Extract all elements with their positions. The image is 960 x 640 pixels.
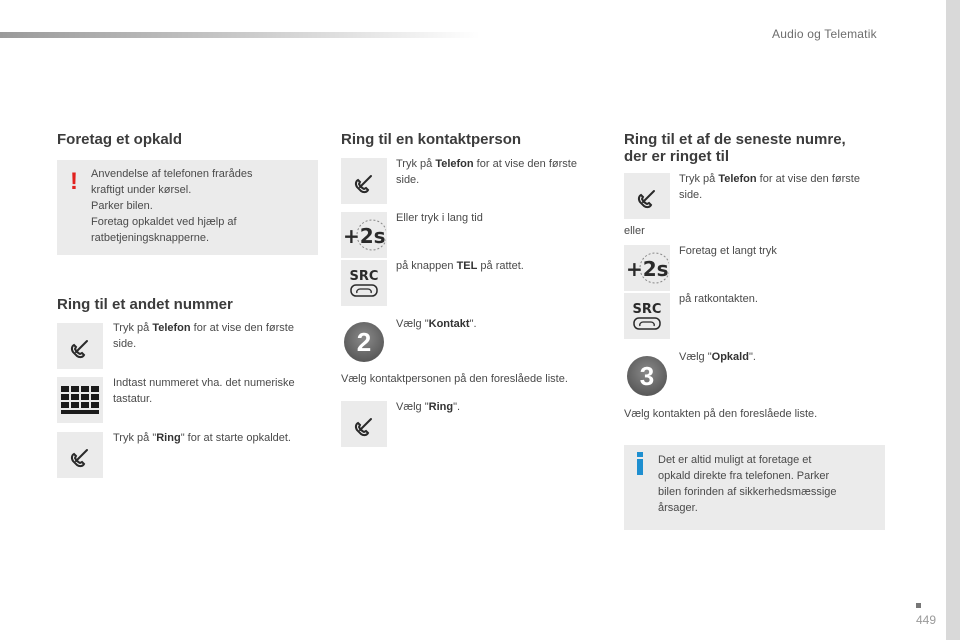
page-marker xyxy=(916,603,921,608)
phone-icon xyxy=(341,158,387,204)
step-number-badge: 2 xyxy=(344,322,384,362)
src-button-icon xyxy=(341,260,387,306)
keypad-icon xyxy=(57,377,103,423)
heading-call-other-number: Ring til et andet nummer xyxy=(57,296,233,313)
long-press-label: +2s xyxy=(343,224,386,248)
section-title: Audio og Telematik xyxy=(772,27,877,41)
step-press-phone: Tryk på Telefon for at vise den første side. xyxy=(396,158,577,186)
warning-text: Anvendelse af telefonen frarådes kraftigt under kørsel. Parker bilen. Foretag opkaldet ved hjælp af ratbetjeningsknapperne. xyxy=(91,168,253,244)
step-press-ring: Tryk på "Ring" for at starte opkaldet. xyxy=(113,432,291,444)
step-press-phone: Tryk på Telefon for at vise den første side. xyxy=(679,173,860,201)
long-press-icon xyxy=(624,245,670,291)
step-press-phone: Tryk på Telefon for at vise den første side. xyxy=(113,322,294,350)
page-number: 449 xyxy=(916,613,937,627)
src-button-icon xyxy=(624,293,670,339)
long-press-label: +2s xyxy=(626,257,669,281)
step-choose-contact: Vælg kontaktpersonen på den foreslåede liste. xyxy=(341,373,568,385)
src-label: SRC xyxy=(349,269,379,284)
header-gradient-bar xyxy=(0,32,480,38)
step-steering-control: på ratkontakten. xyxy=(679,293,758,305)
phone-icon xyxy=(341,401,387,447)
step-select-call-log: Vælg "Opkald". xyxy=(679,351,756,363)
step-select-contact: Vælg "Kontakt". xyxy=(396,318,477,330)
step-tel-button: på knappen TEL på rattet. xyxy=(396,260,524,272)
step-choose-contact: Vælg kontakten på den foreslåede liste. xyxy=(624,408,818,420)
phone-icon xyxy=(624,173,670,219)
long-press-icon xyxy=(341,212,387,258)
heading-call-contact: Ring til en kontaktperson xyxy=(341,131,522,148)
src-label: SRC xyxy=(632,302,662,317)
step-long-press: Eller tryk i lang tid xyxy=(396,212,483,224)
heading-call-recent: Ring til et af de seneste numre, der er ringet til xyxy=(624,131,846,165)
step-select-ring: Vælg "Ring". xyxy=(396,401,461,413)
step-enter-number: Indtast nummeret vha. det numeriske tastatur. xyxy=(113,377,295,405)
phone-icon xyxy=(57,432,103,478)
step-number-badge: 3 xyxy=(627,356,667,396)
warning-exclamation-icon: ! xyxy=(70,168,78,195)
info-icon xyxy=(636,452,644,474)
page-edge-strip xyxy=(946,0,960,640)
info-text: Det er altid muligt at foretage et opkald direkte fra telefonen. Parker bilen forinden af sikkerhedsmæssige årsager. xyxy=(658,454,837,514)
heading-make-call: Foretag et opkald xyxy=(57,131,183,148)
step-long-press: Foretag et langt tryk xyxy=(679,245,777,257)
phone-icon xyxy=(57,323,103,369)
or-label: eller xyxy=(624,225,645,237)
